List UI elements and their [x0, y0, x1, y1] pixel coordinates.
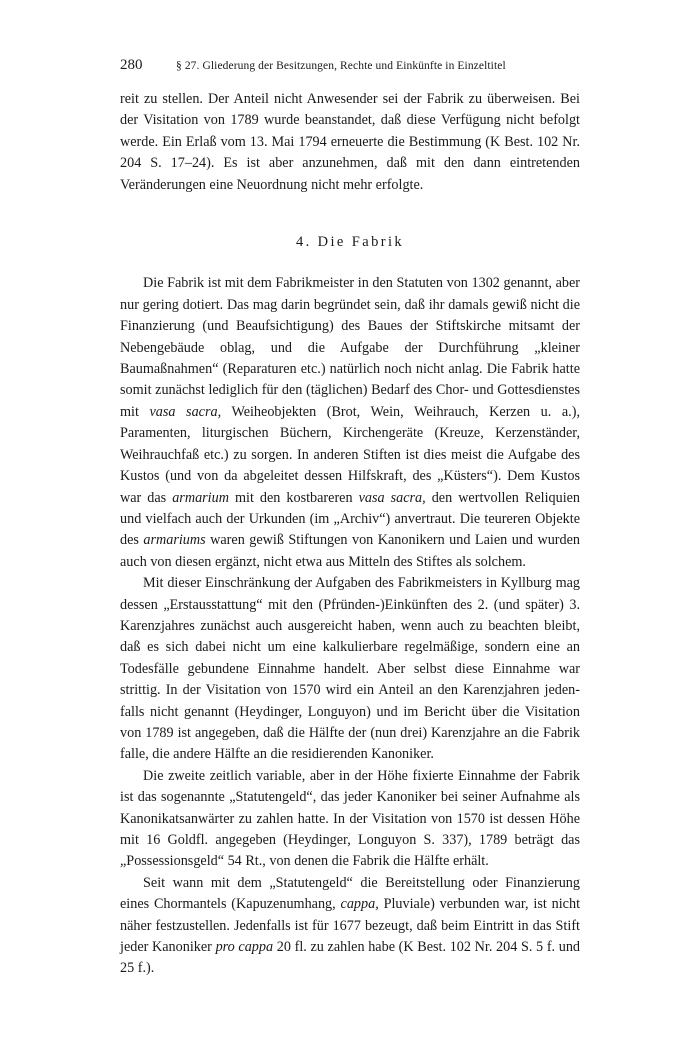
- intro-paragraph: reit zu stellen. Der Anteil nicht Anwesender sei der Fabrik zu überweisen. Bei der Visitation von 1789 wurde beanstandet, daß diese Verfügung nicht befolgt werde. Ein Erlaß vom 13. Mai 1794 erneuerte die Bestimmung (K Best. 102 Nr. 204 S. 17–24). Es ist aber anzunehmen, daß mit den dann eintretenden Veränderungen eine Neuordnung nicht mehr erfolgte.: [120, 91, 580, 193]
- p4-italic-cappa: cappa,: [340, 896, 379, 913]
- page-header: [120, 57, 580, 74]
- p1-italic-armarium: armarium: [172, 489, 229, 506]
- p1-italic-vasa-sacra-2: vasa sacra,: [358, 489, 426, 506]
- paragraph-1: [120, 273, 580, 573]
- p1-text-c: mit den kostbareren: [234, 489, 353, 506]
- p1-text-e: waren gewiß Stiftungen von Kanonikern und Laien und wurden auch von diesen ergänzt, nicht etwa aus Mitteln des Stiftes als solchem.: [120, 532, 580, 570]
- p4-italic-pro-cappa: pro cappa: [215, 939, 274, 956]
- body-text: [120, 89, 580, 980]
- p4-text-b: Pluviale) verbunden war, ist nicht näher festzustellen. Jedenfalls ist für 1677 bezeugt, daß beim Eintritt in das Stift jeder Kanoniker: [120, 896, 581, 956]
- paragraph-2: Mit dieser Einschränkung der Aufgaben des Fabrikmeisters in Kyllburg mag dessen „Erstausstattung“ mit den (Pfründen-)Einkünften des 2. (und später) 3. Karenzjahres zunächst auch ausgereicht haben, wenn auch zu beachten bleibt, daß es sich dabei nicht um eine kalkulierbare regelmäßige, sondern eine an Todesfälle gebundene Einnahme handelt. Aber selbst diese Einnahme war strittig. In der Visitation von 1570 wird ein Anteil an den Karenzjahren jedenfalls nicht genannt (Heydinger, Longuyon) und im Bericht über die Visitation von 1789 ist angegeben, daß die Hälfte der (nun drei) Karenzjahre an die Fabrik falle, die andere Hälfte an die residierenden Kanoniker.: [120, 575, 580, 763]
- p1-italic-armariums: armariums: [143, 532, 206, 549]
- paragraph-4: [120, 873, 580, 980]
- p1-text-a: Die Fabrik ist mit dem Fabrikmeister in den Statuten von 1302 genannt, aber nur gering dotiert. Das mag darin begründet sein, daß ihr damals gewiß nicht die Finanzierung (und Beaufsichtigung) des Baues der Stiftskirche mitsamt der Nebengebäude oblag, und die Aufgabe der Durchführung „kleiner Baumaßnahmen“ (Reparaturen etc.) natürlich noch nicht anlag. Die Fabrik hatte somit zunächst lediglich für den (täglichen) Bedarf des Chor- und Gottesdienstes mit: [120, 275, 580, 420]
- p4-text-a: Seit wann mit dem „Statutengeld“ die Bereitstellung oder Finanzierung eines Chormantels (Kapuzenumhang,: [120, 874, 580, 913]
- page-number: 280: [120, 57, 143, 73]
- p1-text-d: den wertvollen Reliquien und vielfach auch der Urkunden (im „Archiv“) anvertraut. Die teureren Objekte des: [120, 489, 581, 549]
- paragraph-3: Die zweite zeitlich variable, aber in der Höhe fixierte Einnahme der Fabrik ist das sogenannte „Statutengeld“, das jeder Kanoniker bei seiner Aufnahme als Kanonikatsanwärter zu zahlen hatte. In der Visitation von 1570 ist dessen Höhe mit 16 Goldfl. angegeben (Heydinger, Longuyon S. 337), 1789 beträgt das „Possessionsgeld“ 54 Rt., von denen die Fabrik die Hälfte erhält.: [120, 767, 580, 870]
- p1-text-b: Weiheobjekten (Brot, Wein, Weihrauch, Kerzen u. a.), Paramenten, liturgischen Büchern, Kirchengeräte (Kreuze, Kerzenständer, Weihrauchfaß etc.) zu sorgen. In anderen Stiften ist dies meist die Aufgabe des Kustos (und von da abgeleitet dessen Hilfskraft, des „Küsters“). Dem Kustos war das: [120, 403, 580, 506]
- p1-italic-vasa-sacra: vasa sacra,: [149, 403, 222, 420]
- running-head: § 27. Gliederung der Besitzungen, Rechte und Einkünfte in Einzeltitel: [176, 60, 506, 72]
- section-heading: 4. Die Fabrik: [295, 234, 405, 251]
- p4-text-c: 20 fl. zu zahlen habe (K Best. 102 Nr. 204 S. 5 f. und 25 f.).: [120, 939, 581, 977]
